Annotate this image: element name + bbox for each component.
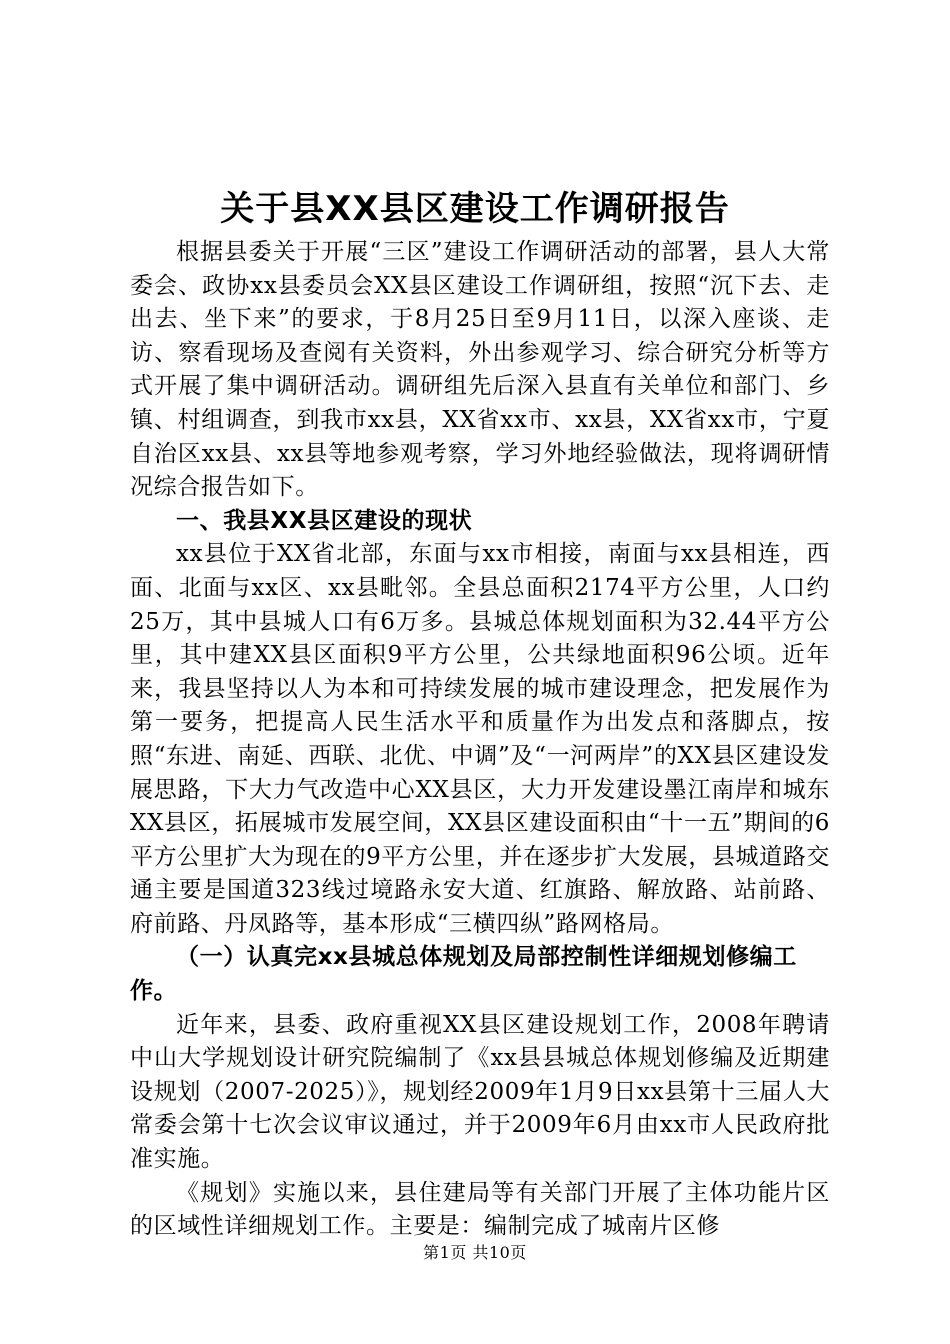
intro-paragraph: 根据县委关于开展“三区”建设工作调研活动的部署，县人大常委会、政协xx县委员会XX县区建设工作调研组，按照“沉下去、走出去、坐下来”的要求，于8月25日至9月11日，以深入座谈、走访、察看现场及查阅有关资料，外出参观学习、综合研究分析等方式开展了集中调研活动。调研组先后深入县直有关单位和部门、乡镇、村组调查，到我市xx县，XX省xx市、xx县，XX省xx市，宁夏自治区xx县、xx县等地参观考察，学习外地经验做法，现将调研情况综合报告如下。 (130, 239, 830, 501)
planning-paragraph: 近年来，县委、政府重视XX县区建设规划工作，2008年聘请中山大学规划设计研究院编制了《xx县县城总体规划修编及近期建设规划（2007-2025）》，规划经2009年1月9日xx县第十三届人大常委会第十七次会议审议通过，并于2009年6月由xx市人民政府批准实施。 (130, 1011, 830, 1173)
document-title: 关于县XX县区建设工作调研报告 (220, 189, 730, 229)
section-heading-1: 一、我县XX县区建设的现状 (176, 507, 473, 534)
status-paragraph: xx县位于XX省北部，东面与xx市相接，南面与xx县相连，西面、北面与xx区、xx县毗邻。全县总面积2174平方公里，人口约25万，其中县城人口有6万多。县城总体规划面积为32.44平方公里，其中建XX县区面积9平方公里，公共绿地面积96公顷。近年来，我县坚持以人为本和可持续发展的城市建设理念，把发展作为第一要务，把提高人民生活水平和质量作为出发点和落脚点，按照“东进、南延、西联、北优、中调”及“一河两岸”的XX县区建设发展思路，下大力气改造中心XX县区，大力开发建设墨江南岸和城东XX县区，拓展城市发展空间，XX县区建设面积由“十一五”期间的6平方公里扩大为现在的9平方公里，并在逐步扩大发展，县城道路交通主要是国道323线过境路永安大道、红旗路、解放路、站前路、府前路、丹凤路等，基本形成“三横四纵”路网格局。 (130, 541, 830, 937)
document-body (130, 236, 830, 1244)
page-footer: 第1页 共10页 (423, 1243, 527, 1262)
subsection-heading-1: （一）认真完xx县城总体规划及局部控制性详细规划修编工作。 (130, 944, 797, 1005)
implementation-paragraph: 《规划》实施以来，县住建局等有关部门开展了主体功能片区的区域性详细规划工作。主要是：编制完成了城南片区修 (130, 1179, 830, 1240)
